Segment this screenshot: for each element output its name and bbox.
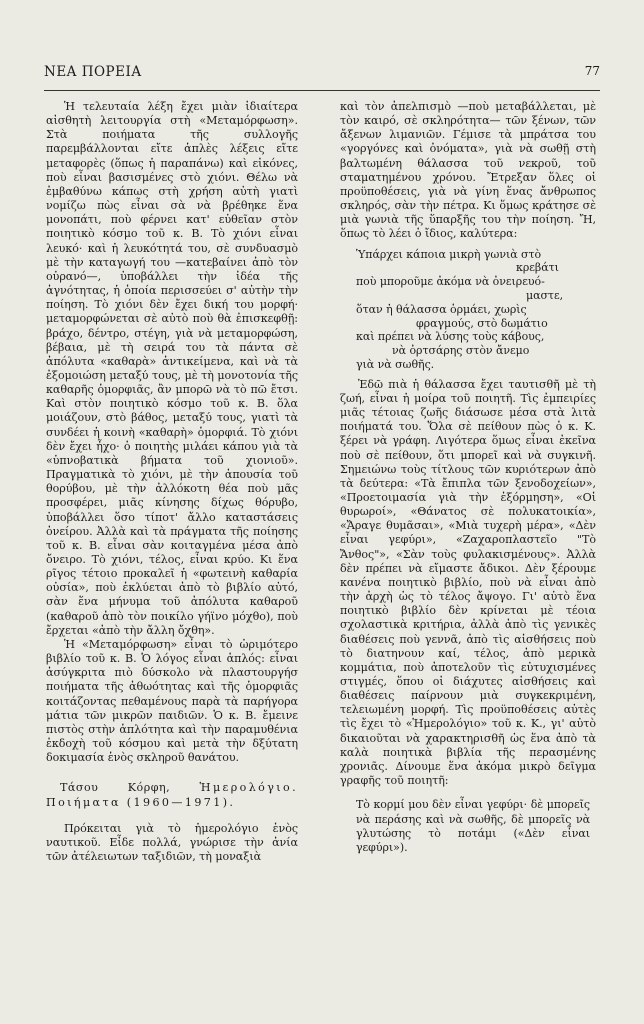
verse-quote (356, 248, 596, 372)
verse-line: ποὺ μποροῦμε ἀκόμα νὰ ὀνειρευό- (356, 275, 545, 289)
paragraph: Ἡ τελευταία λέξη ἔχει μιὰν ἰδιαίτερα αἰσθητὴ λειτουργία στὴ «Μεταμόρφωση». Στὰ ποιήματα τῆς συλλογῆς παρεμβάλλονται εἴτε ἁπλὲς λέξεις εἴτε μεταφορὲς (ὅπως ἡ παραπάνω) καὶ εἰκόνες, ποὺ εἶναι βασισμένες στὸ χιόνι. Θέλω νὰ ἐμβαθύνω κάπως στὴ χρήση αὐτὴ γιατὶ νομίζω πὼς εἶναι σὰ νὰ βρέθηκε ἕνα μονοπάτι, ποὺ φέρνει κατ' εὐθεῖαν στὸν ποιητικὸ κόσμο τοῦ κ. Β. Τὸ χιόνι εἶναι λευκό· καὶ ἡ λευκότητά του, σὲ συνδυασμὸ μὲ τὴν καταγωγή του —κατεβαίνει ἀπὸ τὸν οὐρανό—, ὑποβάλλει τὴν ἰδέα τῆς ἀγνότητας, ἡ ὁποία περισσεύει σ' αὐτὴν τὴν ποίηση. Τὸ χιόνι δὲν ἔχει δική του μορφή· μεταμορφώνεται σὲ αὐτὸ ποὺ θὰ ἐπισκεφθῇ: βράχο, δέντρο, στέγη, γιὰ νὰ μεταμορφώση, βέβαια, μὲ τὴ σειρά του τὰ πάντα σὲ ἀπόλυτα «καθαρὰ» ἀντικείμενα, καὶ νὰ τὰ ἐξομοιώση μεταξύ τους, μὲ τὴ μονοτονία τῆς καθαρῆς ὁμορφιᾶς, ἂν μπορῶ νὰ τὸ πῶ ἔτσι. Καὶ στὸν ποιητικὸ κόσμο τοῦ κ. Β. ὅλα μοιάζουν, στὸ βάθος, μεταξύ τους, γιατὶ τὰ συνδέει ἡ κοινὴ «καθαρὴ» ὁμορφιά. Τὸ χιόνι δὲν ἔχει ἦχο· ὁ ποιητὴς μιλάει κάπου γιὰ τὰ «ὑπνοβατικὰ βήματα τοῦ χιονιοῦ». Πραγματικὰ τὸ χιόνι, μὲ τὴν ἀπουσία τοῦ θορύβου, μὲ τὴν ἀλλόκοτη θέα ποὺ μᾶς προσφέρει, μιᾶς κίνησης δίχως θόρυβο, ὑποβάλλει ὅσο τίποτ' ἄλλο καταστάσεις ὀνείρου. Ἀλλὰ καὶ τὰ πράγματα τῆς ποίησης τοῦ κ. Β. εἶναι σὰν κοιταγμένα μέσα ἀπὸ ὄνειρο. Τὸ χιόνι, τέλος, εἶναι κρύο. Κι ἕνα ρῖγος τέτοιο προκαλεῖ ἡ «φωτεινὴ καθαρία οὐσία», ποὺ ἐκλύεται ἀπὸ τὸ βιβλίο αὐτό, σὰν ἕνα μήνυμα τοῦ ἀπόλυτα καθαροῦ (καθαροῦ ἀπὸ τὸν ποικίλο γήϊνο μόχθο), ποὺ ἔρχεται «ἀπὸ τὴν ἄλλη ὄχθη». (46, 100, 298, 637)
verse-line: φραγμούς, στὸ δωμάτιο (416, 316, 548, 330)
journal-title: ΝΕΑ ΠΟΡΕΙΑ (44, 64, 142, 80)
verse-line: κρεβάτι (516, 261, 559, 275)
verse-line: Ὑπάρχει κάποια μικρὴ γωνιὰ στὸ (356, 247, 542, 261)
right-column (340, 100, 596, 855)
paragraph: Πρόκειται γιὰ τὸ ἡμερολόγιο ἑνὸς ναυτικοῦ. Εἶδε πολλά, γνώρισε τὴν ἀνία τῶν ἀτέλειωτων ταξιδιῶν, τὴ μοναξιὰ (46, 821, 298, 863)
running-header (44, 60, 600, 91)
page-number: 77 (584, 64, 600, 78)
paragraph: Ἡ «Μεταμόρφωση» εἶναι τὸ ὡριμότερο βιβλίο τοῦ κ. Β. Ὁ λόγος εἶναι ἁπλός: εἶναι ἀσύγκριτα πιὸ δύσκολο νὰ πλαστουργήσ ποιήματα τῆς ἀθωότητας καὶ τῆς ὁμορφιᾶς κοιτάζοντας πεθαμένους παρὰ τὰ παρήγορα μάτια τῶν μικρῶν παιδιῶν. Ὁ κ. Β. ἔμεινε πιστὸς στὴν ἁπλότητα καὶ τὴν παραμυθένια ἐκδοχὴ τοῦ κόσμου καὶ μετὰ τὴν δξύτατη δοκιμασία ἑνὸς σκληροῦ θανάτου. (46, 637, 298, 765)
verse-line: καὶ πρέπει νὰ λύσης τοὺς κάβους, (356, 330, 545, 344)
book-reference (46, 781, 298, 809)
verse-line: νὰ ὀρτσάρης στὸν ἄνεμο (392, 344, 530, 358)
verse-line: ὅταν ἡ θάλασσα ὁρμάει, χωρὶς (356, 302, 527, 316)
paragraph: καὶ τὸν ἀπελπισμὸ —ποὺ μεταβάλλεται, μὲ τὸν καιρό, σὲ σκληρότητα— τῶν ξένων, τῶν ἄξενων λιμανιῶν. Γέμισε τὰ μπράτσα του «γοργόνες καὶ ὀνόματα», γιὰ νὰ σωθῇ στὴ βαλτωμένη θάλασσα τοῦ νεκροῦ, τοῦ σταματημένου χρόνου. Ἔτρεξαν ὅλες οἱ προϋποθέσεις, γιὰ νὰ γίνη ἕνας ἄνθρωπος σκληρός, σὰν τὴν πέτρα. Κι ὅμως κράτησε σὲ μιὰ γωνιὰ τῆς ὕπαρξῆς του τὴν ποίηση. Ἤ, ὅπως τὸ λέει ὁ ἴδιος, καλύτερα: (340, 100, 596, 241)
paragraph: Ἐδῶ πιὰ ἡ θάλασσα ἔχει ταυτισθῆ μὲ τὴ ζωή, εἶναι ἡ μοίρα τοῦ ποιητῆ. Τὶς ἐμπειρίες μιᾶς τέτοιας ζωῆς διάσωσε μέσα στὰ λιτὰ ποιήματά του. Ὅλα σὲ πείθουν πὼς ὁ κ. Κ. ξέρει νὰ γράφη. Λιγότερα ὅμως εἶναι ἐκεῖνα ποὺ σὲ πείθουν, ὅτι μπορεῖ καὶ νὰ συγκινῆ. Σημειώνω τοὺς τίτλους τῶν κυριότερων ἀπὸ τὰ δεύτερα: «Τὰ ἔπιπλα τῶν ξενοδοχείων», «Προετοιμασία γιὰ τὴν ἐξόρμηση», «Οἱ θυρωροί», «Θάνατος σὲ πολυκατοικία», «Ἄραγε θυμᾶσαι», «Μιὰ τυχερὴ μέρα», «Δὲν εἶναι γεφύρι», «Ζαχαροπλαστεῖο "Τὸ Ἄνθος"», «Σὰν τοὺς φυλακισμένους». Ἀλλὰ δὲν πρέπει νὰ εἴμαστε ἄδικοι. Δὲν ξέρουμε κανένα ποιητικὸ βιβλίο, ποὺ νὰ εἶναι ἀπὸ τὴν ἀρχὴ ὡς τὸ τέλος ἄψογο. Γι' αὐτὸ ἕνα ποιητικὸ βιβλίο δὲν κρίνεται μὲ τέοια σχολαστικὰ κριτήρια, ἀλλὰ ἀπὸ τὶς γενικὲς διαθέσεις ποὺ γεννᾶ, ἀπὸ τὶς αἰσθήσεις ποὺ τὸ διατηνουν καί, τέλος, ἀπὸ μερικὰ κομμάτια, ποὺ ἀποτελοῦν τὶς εὐτυχισμένες στιγμές, ὅπου οἱ διάχυτες αἰσθήσεις καὶ διαθέσεις παίρνουν μιὰ συγκεκριμένη, τελειωμένη μορφή. Τὶς προϋποθέσεις αὐτὲς τὶς ἔχει τὸ «Ἡμερολόγιο» τοῦ κ. Κ., γι' αὐτὸ δικαιοῦται νὰ χαρακτηρισθῆ ὡς ἕνα ἀπὸ τὰ καλὰ ποιητικὰ βιβλία τῆς περασμένης χρονιᾶς. Δίνουμε ἕνα ἀκόμα μικρὸ δεῖγμα γραφῆς τοῦ ποιητῆ: (340, 377, 596, 788)
reference-author: Τάσου Κόρφη, (60, 781, 171, 795)
verse-line: μαστε, (526, 288, 564, 302)
closing-quote: Τὸ κορμί μου δὲν εἶναι γεφύρι· δὲ μπορεῖς νὰ περάσης καὶ νὰ σωθῆς, δὲ μπορεῖς νὰ γλυτώσης τὸ ποτάμι («Δὲν εἶναι γεφύρι»). (356, 798, 590, 855)
reference-details: Ποιήματα (1960—1971). (46, 795, 236, 809)
left-column (46, 100, 298, 864)
reference-title: Ἡμερολόγιο. (199, 781, 298, 795)
verse-line: γιὰ νὰ σωθῆς. (356, 357, 435, 371)
